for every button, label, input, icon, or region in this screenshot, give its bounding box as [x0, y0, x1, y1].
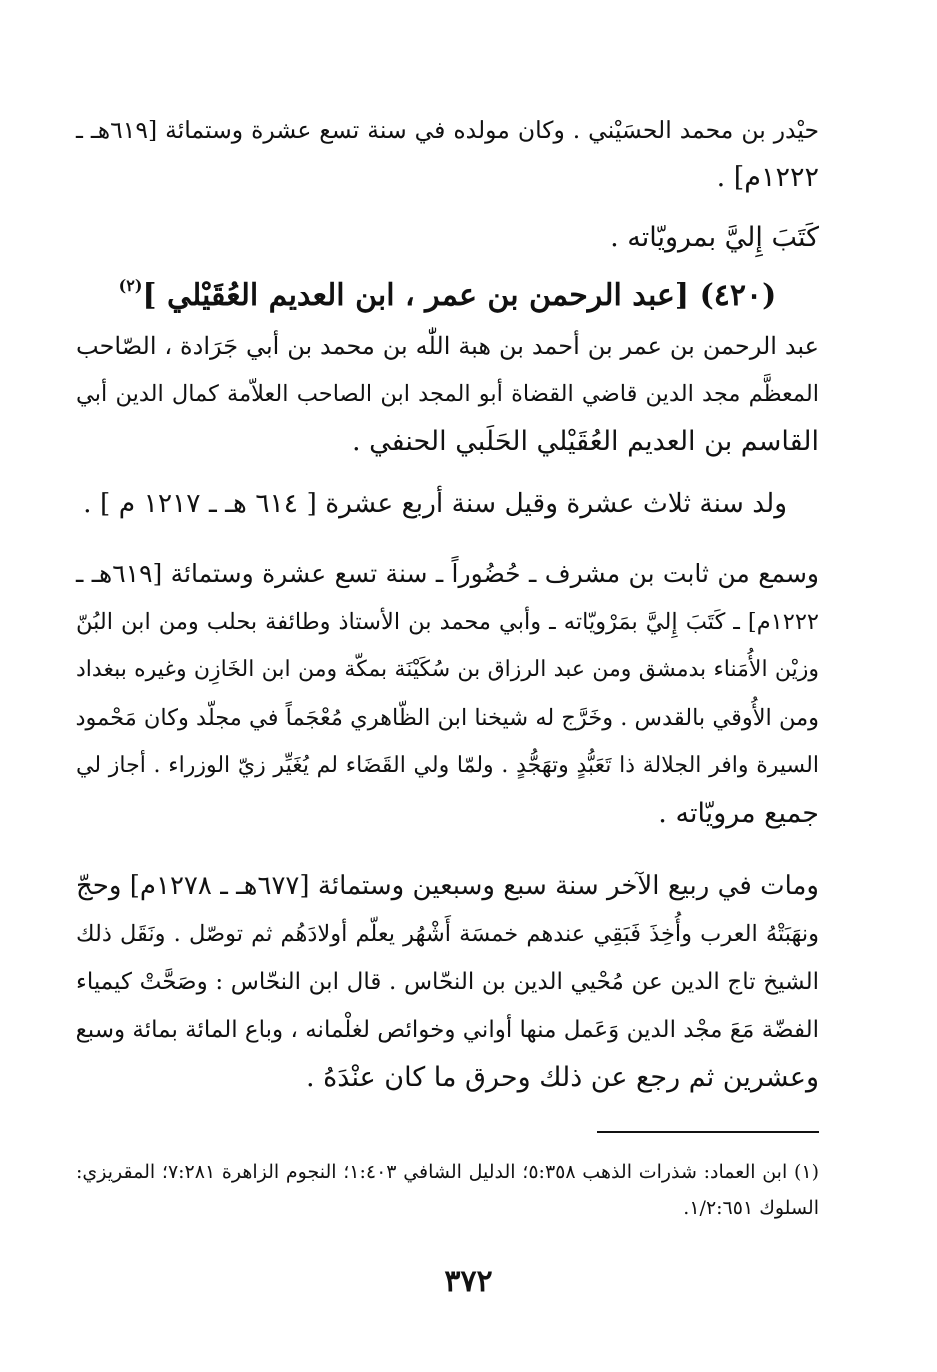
text-line: عبد الرحمن بن عمر بن أحمد بن هبة اللّٰه بن محمد بن أبي جَرَادة ، الصّاحب [76, 332, 819, 360]
text-line: ونهَبَتْهُ العرب وأُخِذَ فَبَقِي عندهم خمسَة أَشْهُر يعلّم أولادَهُم ثم توصّل . ونَقَل ذلك [76, 921, 819, 947]
entry-heading [76, 262, 819, 313]
text-line: وعشرين ثم رجع عن ذلك وحرق ما كان عنْدَهُ . [305, 1062, 819, 1093]
text-line: ولد سنة ثلاث عشرة وقيل سنة أربع عشرة [ ٦١٤ هـ ـ ١٢١٧ م ] . [83, 488, 787, 519]
text-line: ومات في ربيع الآخر سنة سبع وسبعين وستمائة [٦٧٧هـ ـ ١٢٧٨م] وحجّ [76, 871, 819, 901]
text-line: وزيْن الأُمَناء بدمشق ومن عبد الرزاق بن سُكَيْنَة بمكّة ومن ابن الخَازِن وغيره ببغداد [76, 657, 819, 682]
text-line: القاسم بن العديم العُقَيْلي الحَلَبي الحنفي . [352, 426, 819, 457]
text-line: ١٢٢٢م] ـ كَتَبَ إِليَّ بمَرْويّاته ـ وأبي محمد بن الأستاذ وطائفة بحلب ومن ابن البُنّ [76, 609, 819, 635]
footnote-separator [597, 1131, 819, 1133]
text-line: كَتَبَ إِليَّ بمرويّاته . [610, 222, 819, 253]
text-line: الفضّة مَعَ مجْد الدين وَعَمل منها أواني وخوائص لغلْمانه ، وباع المائة بمائة وسبع [75, 1017, 819, 1043]
text-line: الشيخ تاج الدين عن مُحْيي الدين بن النحّاس . قال ابن النحّاس : وصَحَّتْ كيمياء [76, 969, 819, 995]
text-line: حيْدر بن محمد الحسَيْني . وكان مولده في سنة تسع عشرة وستمائة [٦١٩هـ ـ [76, 116, 820, 144]
footnote-marker: (٢) [118, 276, 143, 295]
entry-heading-text: (٤٢٠) [عبد الرحمن بن عمر ، ابن العديم العُقَيْلي ] [142, 278, 777, 313]
text-line: السيرة وافر الجلالة ذا تَعَبُّدٍ وتهَجُّدٍ . ولمّا ولي القَضَاء لم يُغَيِّر زيّ الوزراء . أجاز لي [76, 753, 819, 778]
page-number: ٣٧٢ [444, 1264, 493, 1299]
text-line: ١٢٢٢م] . [716, 162, 819, 193]
text-line: المعظَّم مجد الدين قاضي القضاة أبو المجد ابن الصاحب العلاّمة كمال الدين أبي [76, 381, 819, 407]
text-line: ومن الأُوقي بالقدس . وخَرَّج له شيخنا ابن الظّاهري مُعْجَماً في مجلّد وكان مَحْمود [75, 705, 819, 731]
text-line: جميع مرويّاته . [658, 798, 819, 829]
text-line: وسمع من ثابت بن مشرف ـ حُضُوراً ـ سنة تسع عشرة وستمائة [٦١٩هـ ـ [76, 559, 819, 588]
footnote-line: (١) ابن العماد: شذرات الذهب ٥:٣٥٨؛ الدليل الشافي ١:٤٠٣؛ النجوم الزاهرة ٧:٢٨١؛ المقريزي: [76, 1161, 820, 1183]
footnote-line: السلوك ١/٢:٦٥١. [683, 1197, 819, 1219]
